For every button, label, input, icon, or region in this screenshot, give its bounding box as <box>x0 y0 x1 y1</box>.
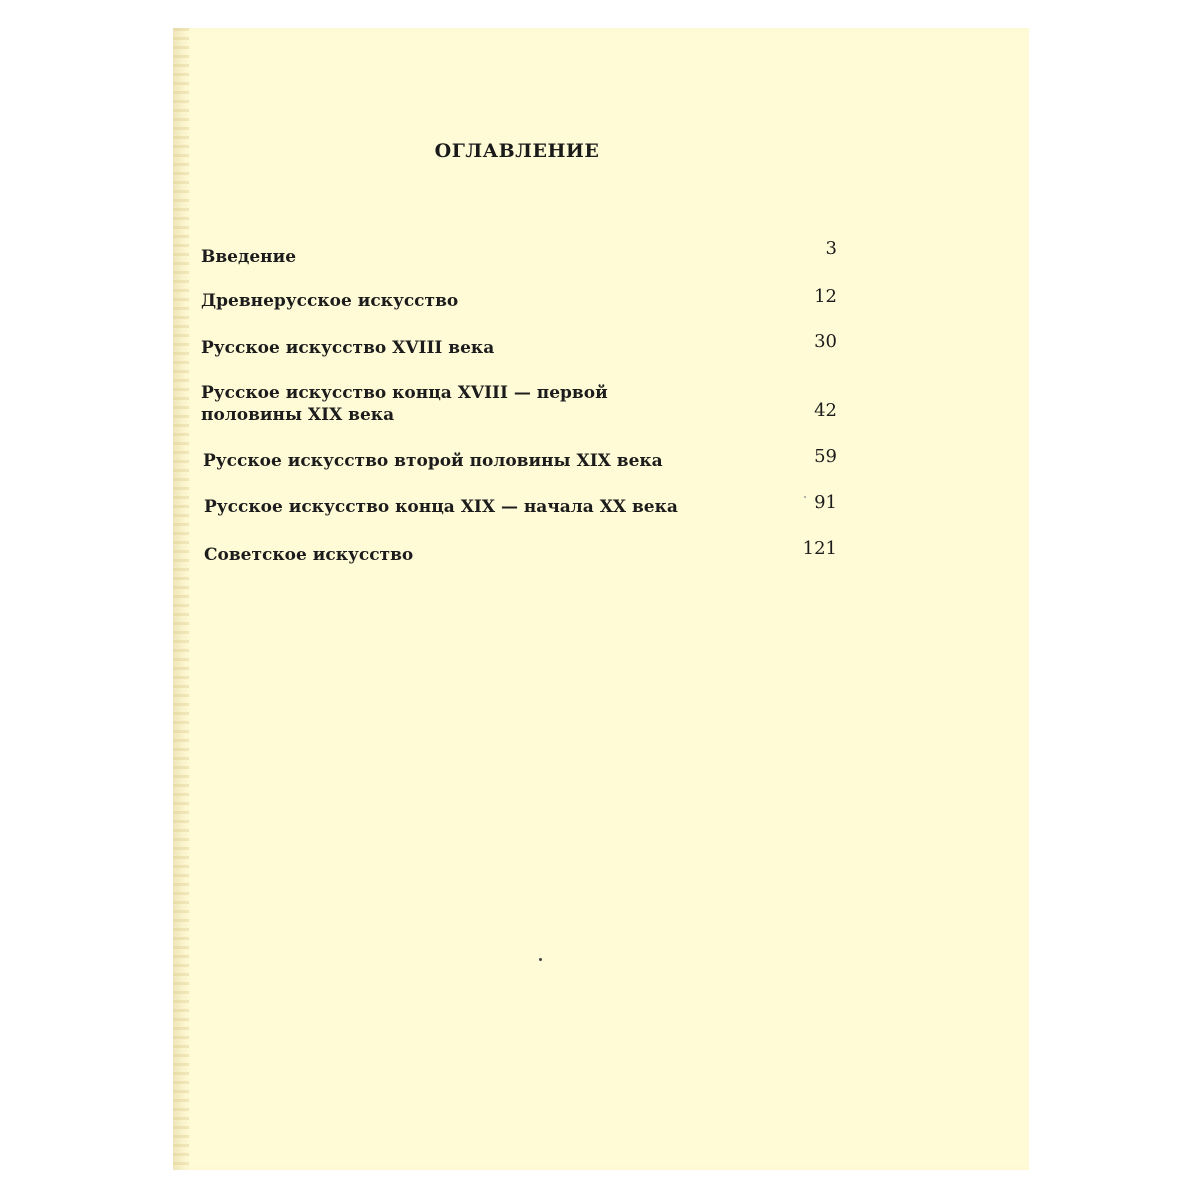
ink-speck <box>539 958 542 961</box>
toc-entry-title: Советское искусство <box>204 545 414 565</box>
toc-entry-title-continued: половины XIX века <box>201 405 395 425</box>
ink-speck <box>804 496 806 498</box>
toc-entry-page: 30 <box>814 331 837 352</box>
toc-entry-page: 42 <box>814 400 837 421</box>
toc-entry-page: 59 <box>814 446 837 467</box>
binding-edge <box>173 28 189 1170</box>
toc-entry-page: 12 <box>814 286 837 307</box>
toc-entry-page: 91 <box>814 492 837 513</box>
toc-entry-title: Древнерусское искусство <box>201 291 459 311</box>
toc-entry-title: Введение <box>201 247 297 267</box>
toc-entry-title: Русское искусство XVIII века <box>201 338 495 358</box>
toc-entry-title: Русское искусство конца XVIII — первой <box>201 383 608 403</box>
toc-entry-title: Русское искусство конца XIX — начала XX века <box>204 497 678 517</box>
page-title: ОГЛАВЛЕНИЕ <box>434 140 600 162</box>
toc-entry-page: 121 <box>802 538 837 559</box>
book-page <box>173 28 1029 1170</box>
toc-entry-page: 3 <box>825 238 837 259</box>
toc-entry-title: Русское искусство второй половины XIX века <box>203 451 663 471</box>
